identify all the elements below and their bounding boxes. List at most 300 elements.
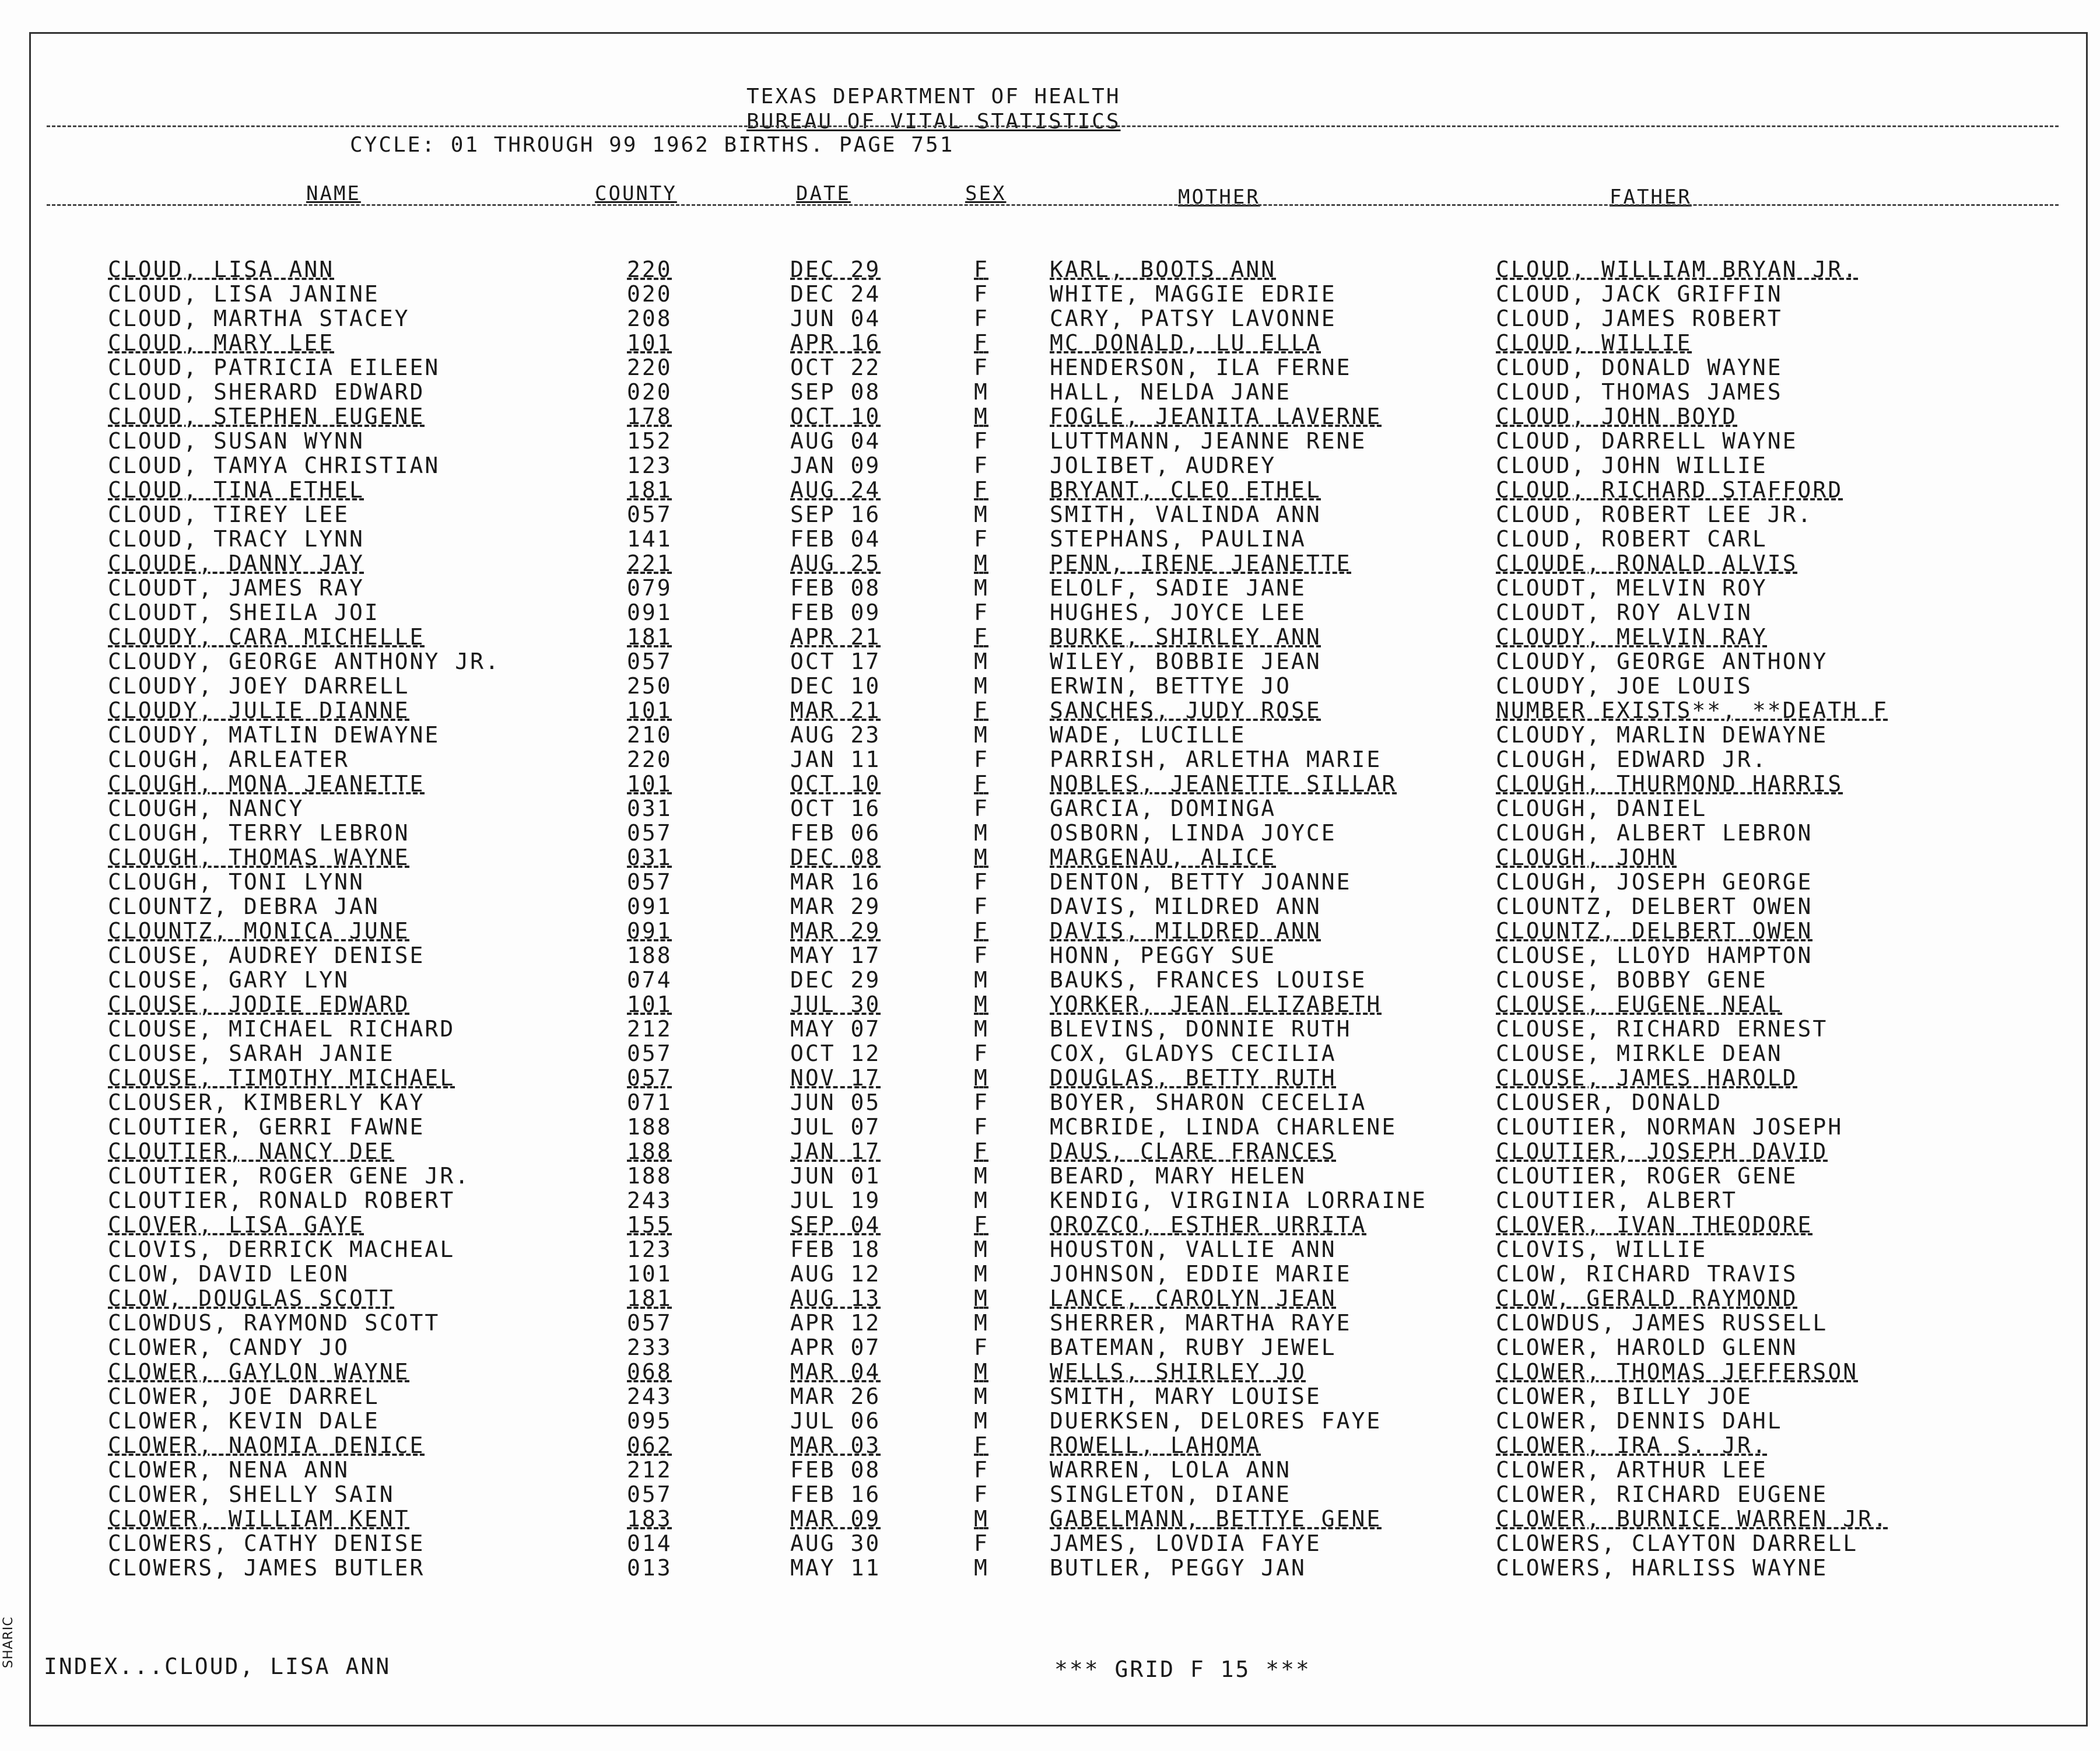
cell-father: CLOUDE, RONALD ALVIS xyxy=(1496,551,1798,576)
column-header-sex: SEX xyxy=(965,182,1007,205)
table-row xyxy=(0,502,2100,526)
cell-county: 068 xyxy=(627,1359,672,1385)
table-row xyxy=(0,1090,2100,1114)
cell-father: CLOUD, ROBERT CARL xyxy=(1496,526,1768,552)
cell-mother: OSBORN, LINDA JOYCE xyxy=(1050,820,1337,846)
cell-mother: BRYANT, CLEO ETHEL xyxy=(1050,477,1321,503)
cell-sex: M xyxy=(974,551,989,576)
cell-sex: F xyxy=(974,869,989,895)
cell-sex: F xyxy=(974,1531,989,1556)
cell-county: 057 xyxy=(627,1310,672,1336)
cell-father: CLOUNTZ, DELBERT OWEN xyxy=(1496,918,1813,944)
cell-sex: F xyxy=(974,1114,989,1140)
cell-date: AUG 24 xyxy=(790,477,881,503)
table-row xyxy=(0,404,2100,428)
cell-name: CLOUSE, TIMOTHY MICHAEL xyxy=(108,1065,455,1091)
cell-county: 020 xyxy=(627,379,672,405)
cell-county: 181 xyxy=(627,1286,672,1311)
cell-sex: M xyxy=(974,379,989,405)
cell-date: AUG 13 xyxy=(790,1286,881,1311)
cell-father: CLOUD, ROBERT LEE JR. xyxy=(1496,502,1813,527)
cell-sex: F xyxy=(974,698,989,723)
table-row xyxy=(0,649,2100,673)
table-row xyxy=(0,453,2100,477)
cell-father: CLOUTIER, ALBERT xyxy=(1496,1188,1738,1213)
cell-sex: M xyxy=(974,1310,989,1336)
cell-date: JUL 19 xyxy=(790,1188,881,1213)
cell-sex: F xyxy=(974,771,989,797)
cell-mother: HOUSTON, VALLIE ANN xyxy=(1050,1237,1337,1262)
cell-name: CLOUTIER, RONALD ROBERT xyxy=(108,1188,455,1213)
cell-name: CLOUDY, JULIE DIANNE xyxy=(108,698,410,723)
cell-date: DEC 08 xyxy=(790,845,881,870)
cell-name: CLOUD, MARTHA STACEY xyxy=(108,306,410,331)
cell-mother: OROZCO, ESTHER URRITA xyxy=(1050,1212,1367,1238)
table-row xyxy=(0,673,2100,698)
cell-name: CLOWER, SHELLY SAIN xyxy=(108,1482,395,1507)
table-row xyxy=(0,1457,2100,1482)
cell-name: CLOUD, TINA ETHEL xyxy=(108,477,364,503)
table-row xyxy=(0,1335,2100,1359)
cell-county: 123 xyxy=(627,453,672,478)
cell-mother: WILEY, BOBBIE JEAN xyxy=(1050,649,1321,674)
cell-mother: BATEMAN, RUBY JEWEL xyxy=(1050,1335,1337,1360)
cell-sex: M xyxy=(974,1261,989,1287)
grid-label: *** GRID F 15 *** xyxy=(1054,1657,1311,1682)
cell-name: CLOUGH, TERRY LEBRON xyxy=(108,820,410,846)
cell-father: CLOWER, IRA S. JR. xyxy=(1496,1433,1768,1458)
cell-mother: DUERKSEN, DELORES FAYE xyxy=(1050,1408,1382,1434)
table-row xyxy=(0,1433,2100,1457)
cell-mother: DENTON, BETTY JOANNE xyxy=(1050,869,1352,895)
cell-sex: F xyxy=(974,894,989,919)
cell-mother: ELOLF, SADIE JANE xyxy=(1050,575,1306,601)
cell-date: SEP 08 xyxy=(790,379,881,405)
cell-date: MAR 16 xyxy=(790,869,881,895)
cell-county: 188 xyxy=(627,1114,672,1140)
cell-father: CLOW, GERALD RAYMOND xyxy=(1496,1286,1798,1311)
cell-father: CLOUD, DONALD WAYNE xyxy=(1496,355,1783,380)
table-row xyxy=(0,1506,2100,1531)
cell-date: OCT 10 xyxy=(790,771,881,797)
table-row xyxy=(0,894,2100,918)
table-row xyxy=(0,330,2100,355)
cell-sex: M xyxy=(974,673,989,699)
table-row xyxy=(0,526,2100,551)
cell-father: CLOUNTZ, DELBERT OWEN xyxy=(1496,894,1813,919)
cell-date: OCT 17 xyxy=(790,649,881,674)
table-row xyxy=(0,1310,2100,1335)
cell-sex: F xyxy=(974,1482,989,1507)
cell-county: 079 xyxy=(627,575,672,601)
cell-date: OCT 16 xyxy=(790,796,881,821)
cell-mother: BOYER, SHARON CECELIA xyxy=(1050,1090,1367,1115)
cell-name: CLOWER, JOE DARREL xyxy=(108,1384,380,1409)
cell-name: CLOUD, TIREY LEE xyxy=(108,502,350,527)
cell-name: CLOUGH, MONA JEANETTE xyxy=(108,771,425,797)
cell-name: CLOWER, KEVIN DALE xyxy=(108,1408,380,1434)
cell-date: APR 21 xyxy=(790,624,881,650)
cell-father: CLOUD, JAMES ROBERT xyxy=(1496,306,1783,331)
cell-sex: M xyxy=(974,722,989,748)
cell-mother: WELLS, SHIRLEY JO xyxy=(1050,1359,1306,1385)
cell-county: 101 xyxy=(627,330,672,356)
cell-sex: F xyxy=(974,796,989,821)
cell-name: CLOUD, SHERARD EDWARD xyxy=(108,379,425,405)
cell-name: CLOUD, SUSAN WYNN xyxy=(108,428,364,454)
table-row xyxy=(0,1555,2100,1580)
cell-name: CLOUDT, SHEILA JOI xyxy=(108,600,380,625)
cell-date: DEC 10 xyxy=(790,673,881,699)
cell-date: OCT 22 xyxy=(790,355,881,380)
cell-county: 057 xyxy=(627,1041,672,1066)
cell-date: MAR 29 xyxy=(790,894,881,919)
table-row xyxy=(0,355,2100,379)
cell-father: NUMBER EXISTS**, **DEATH F xyxy=(1496,698,1888,723)
cell-father: CLOUD, JOHN BOYD xyxy=(1496,404,1738,429)
cell-name: CLOUD, TRACY LYNN xyxy=(108,526,364,552)
cell-mother: BLEVINS, DONNIE RUTH xyxy=(1050,1016,1352,1042)
cell-sex: M xyxy=(974,404,989,429)
cell-sex: F xyxy=(974,1090,989,1115)
cell-county: 183 xyxy=(627,1506,672,1532)
cell-sex: M xyxy=(974,992,989,1017)
cell-date: FEB 16 xyxy=(790,1482,881,1507)
cell-mother: WHITE, MAGGIE EDRIE xyxy=(1050,281,1337,307)
cell-mother: YORKER, JEAN ELIZABETH xyxy=(1050,992,1382,1017)
cell-sex: F xyxy=(974,355,989,380)
cell-county: 212 xyxy=(627,1016,672,1042)
cell-name: CLOVER, LISA GAYE xyxy=(108,1212,364,1238)
cell-mother: PARRISH, ARLETHA MARIE xyxy=(1050,747,1382,772)
cell-father: CLOUGH, ALBERT LEBRON xyxy=(1496,820,1813,846)
table-row xyxy=(0,575,2100,600)
cell-sex: F xyxy=(974,257,989,282)
cell-name: CLOUD, MARY LEE xyxy=(108,330,335,356)
table-row xyxy=(0,967,2100,992)
cell-sex: M xyxy=(974,1016,989,1042)
cell-date: OCT 10 xyxy=(790,404,881,429)
cell-mother: DAVIS, MILDRED ANN xyxy=(1050,918,1321,944)
cell-sex: F xyxy=(974,306,989,331)
cell-date: MAY 11 xyxy=(790,1555,881,1581)
cell-county: 101 xyxy=(627,992,672,1017)
cell-sex: F xyxy=(974,1433,989,1458)
column-header-date: DATE xyxy=(796,182,851,205)
cell-name: CLOUDY, JOEY DARRELL xyxy=(108,673,410,699)
cell-county: 014 xyxy=(627,1531,672,1556)
cell-date: OCT 12 xyxy=(790,1041,881,1066)
cell-name: CLOUTIER, GERRI FAWNE xyxy=(108,1114,425,1140)
table-row xyxy=(0,943,2100,967)
cell-date: FEB 18 xyxy=(790,1237,881,1262)
cell-name: CLOUD, LISA JANINE xyxy=(108,281,380,307)
cell-name: CLOUD, TAMYA CHRISTIAN xyxy=(108,453,440,478)
cell-date: FEB 08 xyxy=(790,575,881,601)
column-header-county: COUNTY xyxy=(595,182,677,205)
column-header-mother: MOTHER xyxy=(1178,185,1260,209)
cell-date: JAN 17 xyxy=(790,1139,881,1164)
cell-date: AUG 12 xyxy=(790,1261,881,1287)
cell-county: 250 xyxy=(627,673,672,699)
cell-date: JUN 05 xyxy=(790,1090,881,1115)
cell-mother: PENN, IRENE JEANETTE xyxy=(1050,551,1352,576)
table-row xyxy=(0,1114,2100,1139)
cell-mother: SINGLETON, DIANE xyxy=(1050,1482,1292,1507)
cell-county: 020 xyxy=(627,281,672,307)
cell-father: CLOWERS, CLAYTON DARRELL xyxy=(1496,1531,1859,1556)
cell-father: CLOUTIER, ROGER GENE xyxy=(1496,1163,1798,1189)
cell-mother: HALL, NELDA JANE xyxy=(1050,379,1292,405)
cell-sex: M xyxy=(974,1237,989,1262)
cell-father: CLOWER, DENNIS DAHL xyxy=(1496,1408,1783,1434)
table-row xyxy=(0,551,2100,575)
cell-sex: F xyxy=(974,1212,989,1238)
cell-date: AUG 04 xyxy=(790,428,881,454)
cell-father: CLOUD, RICHARD STAFFORD xyxy=(1496,477,1843,503)
cell-date: DEC 29 xyxy=(790,967,881,993)
cell-mother: LUTTMANN, JEANNE RENE xyxy=(1050,428,1367,454)
table-row xyxy=(0,1261,2100,1286)
cell-county: 152 xyxy=(627,428,672,454)
table-row xyxy=(0,1139,2100,1163)
cell-mother: ROWELL, LAHOMA xyxy=(1050,1433,1261,1458)
table-row xyxy=(0,281,2100,306)
cell-county: 220 xyxy=(627,355,672,380)
cell-county: 101 xyxy=(627,698,672,723)
cell-sex: F xyxy=(974,1335,989,1360)
cell-mother: ERWIN, BETTYE JO xyxy=(1050,673,1292,699)
cell-name: CLOUTIER, ROGER GENE JR. xyxy=(108,1163,471,1189)
cell-sex: F xyxy=(974,330,989,356)
cell-county: 188 xyxy=(627,943,672,968)
cell-father: CLOUGH, JOHN xyxy=(1496,845,1677,870)
table-row xyxy=(0,1384,2100,1408)
cell-mother: KARL, BOOTS ANN xyxy=(1050,257,1277,282)
table-row xyxy=(0,600,2100,624)
table-row xyxy=(0,1359,2100,1384)
cell-date: DEC 24 xyxy=(790,281,881,307)
cell-mother: GABELMANN, BETTYE GENE xyxy=(1050,1506,1382,1532)
cell-date: MAR 04 xyxy=(790,1359,881,1385)
cell-county: 220 xyxy=(627,257,672,282)
cell-name: CLOWDUS, RAYMOND SCOTT xyxy=(108,1310,440,1336)
cell-date: JUL 07 xyxy=(790,1114,881,1140)
cell-county: 057 xyxy=(627,649,672,674)
cell-mother: HONN, PEGGY SUE xyxy=(1050,943,1277,968)
cell-father: CLOUD, WILLIAM BRYAN JR. xyxy=(1496,257,1859,282)
cell-father: CLOUD, WILLIE xyxy=(1496,330,1692,356)
cell-sex: F xyxy=(974,281,989,307)
cell-name: CLOWERS, JAMES BUTLER xyxy=(108,1555,425,1581)
cell-father: CLOWER, BILLY JOE xyxy=(1496,1384,1752,1409)
cell-sex: M xyxy=(974,1506,989,1532)
table-row xyxy=(0,747,2100,771)
table-row xyxy=(0,1286,2100,1310)
cell-mother: BAUKS, FRANCES LOUISE xyxy=(1050,967,1367,993)
cell-date: AUG 25 xyxy=(790,551,881,576)
cell-county: 057 xyxy=(627,502,672,527)
cell-sex: F xyxy=(974,600,989,625)
cell-mother: HENDERSON, ILA FERNE xyxy=(1050,355,1352,380)
cell-mother: GARCIA, DOMINGA xyxy=(1050,796,1277,821)
table-row xyxy=(0,845,2100,869)
table-row xyxy=(0,257,2100,281)
cell-name: CLOUDY, CARA MICHELLE xyxy=(108,624,425,650)
cell-mother: CARY, PATSY LAVONNE xyxy=(1050,306,1337,331)
cell-name: CLOUTIER, NANCY DEE xyxy=(108,1139,395,1164)
cell-name: CLOWERS, CATHY DENISE xyxy=(108,1531,425,1556)
cell-name: CLOUD, LISA ANN xyxy=(108,257,335,282)
cell-mother: JOLIBET, AUDREY xyxy=(1050,453,1277,478)
cell-date: FEB 09 xyxy=(790,600,881,625)
cell-father: CLOWER, THOMAS JEFFERSON xyxy=(1496,1359,1859,1385)
cell-date: AUG 30 xyxy=(790,1531,881,1556)
cell-name: CLOUNTZ, MONICA JUNE xyxy=(108,918,410,944)
cell-father: CLOUGH, EDWARD JR. xyxy=(1496,747,1768,772)
cell-mother: LANCE, CAROLYN JEAN xyxy=(1050,1286,1337,1311)
cell-mother: FOGLE, JEANITA LAVERNE xyxy=(1050,404,1382,429)
cell-sex: M xyxy=(974,575,989,601)
cell-sex: F xyxy=(974,453,989,478)
header-rule-bottom xyxy=(47,204,2059,206)
cell-father: CLOWER, ARTHUR LEE xyxy=(1496,1457,1768,1483)
cell-mother: SHERRER, MARTHA RAYE xyxy=(1050,1310,1352,1336)
cell-date: JUN 01 xyxy=(790,1163,881,1189)
cell-father: CLOUGH, JOSEPH GEORGE xyxy=(1496,869,1813,895)
cell-mother: JAMES, LOVDIA FAYE xyxy=(1050,1531,1321,1556)
cell-name: CLOWER, NENA ANN xyxy=(108,1457,350,1483)
table-row xyxy=(0,1041,2100,1065)
cell-county: 243 xyxy=(627,1188,672,1213)
cell-county: 013 xyxy=(627,1555,672,1581)
cell-date: SEP 16 xyxy=(790,502,881,527)
cell-mother: DAVIS, MILDRED ANN xyxy=(1050,894,1321,919)
cell-name: CLOUD, STEPHEN EUGENE xyxy=(108,404,425,429)
cell-mother: MCBRIDE, LINDA CHARLENE xyxy=(1050,1114,1397,1140)
cell-county: 210 xyxy=(627,722,672,748)
cell-sex: M xyxy=(974,1286,989,1311)
cell-name: CLOUGH, TONI LYNN xyxy=(108,869,364,895)
cell-father: CLOUGH, THURMOND HARRIS xyxy=(1496,771,1843,797)
table-row xyxy=(0,477,2100,502)
cell-county: 221 xyxy=(627,551,672,576)
cell-mother: BUTLER, PEGGY JAN xyxy=(1050,1555,1306,1581)
cell-county: 095 xyxy=(627,1408,672,1434)
cell-mother: COX, GLADYS CECILIA xyxy=(1050,1041,1337,1066)
cell-date: APR 12 xyxy=(790,1310,881,1336)
cell-date: MAR 03 xyxy=(790,1433,881,1458)
cell-county: 220 xyxy=(627,747,672,772)
cell-sex: F xyxy=(974,747,989,772)
table-row xyxy=(0,1163,2100,1188)
cell-date: JAN 09 xyxy=(790,453,881,478)
table-row xyxy=(0,624,2100,649)
cell-name: CLOWER, CANDY JO xyxy=(108,1335,350,1360)
table-row xyxy=(0,918,2100,943)
cell-mother: JOHNSON, EDDIE MARIE xyxy=(1050,1261,1352,1287)
cell-father: CLOWER, HAROLD GLENN xyxy=(1496,1335,1798,1360)
header-rule-top xyxy=(47,125,2059,127)
cell-father: CLOUTIER, NORMAN JOSEPH xyxy=(1496,1114,1843,1140)
cell-sex: M xyxy=(974,649,989,674)
table-row xyxy=(0,1016,2100,1041)
cell-sex: M xyxy=(974,1163,989,1189)
cell-mother: NOBLES, JEANETTE SILLAR xyxy=(1050,771,1397,797)
cell-date: AUG 23 xyxy=(790,722,881,748)
cell-county: 074 xyxy=(627,967,672,993)
cell-date: FEB 06 xyxy=(790,820,881,846)
table-row xyxy=(0,1482,2100,1506)
cell-date: JUL 30 xyxy=(790,992,881,1017)
table-row xyxy=(0,698,2100,722)
cell-date: MAR 26 xyxy=(790,1384,881,1409)
cell-mother: KENDIG, VIRGINIA LORRAINE xyxy=(1050,1188,1427,1213)
cell-father: CLOUGH, DANIEL xyxy=(1496,796,1708,821)
cell-sex: M xyxy=(974,820,989,846)
cell-father: CLOUD, THOMAS JAMES xyxy=(1496,379,1783,405)
cell-county: 057 xyxy=(627,869,672,895)
cell-sex: F xyxy=(974,428,989,454)
cell-county: 057 xyxy=(627,1482,672,1507)
column-header-father: FATHER xyxy=(1610,185,1692,209)
table-row xyxy=(0,1237,2100,1261)
cell-father: CLOUDY, MARLIN DEWAYNE xyxy=(1496,722,1828,748)
cell-county: 123 xyxy=(627,1237,672,1262)
cell-name: CLOUD, PATRICIA EILEEN xyxy=(108,355,440,380)
cell-sex: F xyxy=(974,1041,989,1066)
cell-mother: SMITH, MARY LOUISE xyxy=(1050,1384,1321,1409)
cell-name: CLOW, DAVID LEON xyxy=(108,1261,350,1287)
cell-name: CLOWER, WILLIAM KENT xyxy=(108,1506,410,1532)
cell-county: 091 xyxy=(627,894,672,919)
cell-sex: M xyxy=(974,502,989,527)
cell-father: CLOUDY, GEORGE ANTHONY xyxy=(1496,649,1828,674)
cell-father: CLOUDT, MELVIN ROY xyxy=(1496,575,1768,601)
column-header-name: NAME xyxy=(306,182,361,205)
cell-date: APR 16 xyxy=(790,330,881,356)
cell-county: 031 xyxy=(627,845,672,870)
cell-sex: F xyxy=(974,624,989,650)
cell-mother: BEARD, MARY HELEN xyxy=(1050,1163,1306,1189)
cell-county: 208 xyxy=(627,306,672,331)
cell-father: CLOW, RICHARD TRAVIS xyxy=(1496,1261,1798,1287)
cell-date: SEP 04 xyxy=(790,1212,881,1238)
table-row xyxy=(0,992,2100,1016)
cell-mother: MARGENAU, ALICE xyxy=(1050,845,1277,870)
table-row xyxy=(0,771,2100,796)
cell-father: CLOWDUS, JAMES RUSSELL xyxy=(1496,1310,1828,1336)
cell-father: CLOUSE, EUGENE NEAL xyxy=(1496,992,1783,1017)
cell-county: 181 xyxy=(627,477,672,503)
cell-date: DEC 29 xyxy=(790,257,881,282)
cell-father: CLOUD, JACK GRIFFIN xyxy=(1496,281,1783,307)
cell-mother: MC DONALD, LU ELLA xyxy=(1050,330,1321,356)
cell-mother: DAUS, CLARE FRANCES xyxy=(1050,1139,1337,1164)
table-row xyxy=(0,869,2100,894)
cell-father: CLOUSE, RICHARD ERNEST xyxy=(1496,1016,1828,1042)
cell-name: CLOW, DOUGLAS SCOTT xyxy=(108,1286,395,1311)
cell-sex: M xyxy=(974,1555,989,1581)
cell-sex: M xyxy=(974,1408,989,1434)
cell-county: 062 xyxy=(627,1433,672,1458)
cell-name: CLOWER, GAYLON WAYNE xyxy=(108,1359,410,1385)
table-row xyxy=(0,1188,2100,1212)
cell-name: CLOUSE, SARAH JANIE xyxy=(108,1041,395,1066)
cell-father: CLOUD, JOHN WILLIE xyxy=(1496,453,1768,478)
cell-mother: HUGHES, JOYCE LEE xyxy=(1050,600,1306,625)
cell-county: 091 xyxy=(627,600,672,625)
